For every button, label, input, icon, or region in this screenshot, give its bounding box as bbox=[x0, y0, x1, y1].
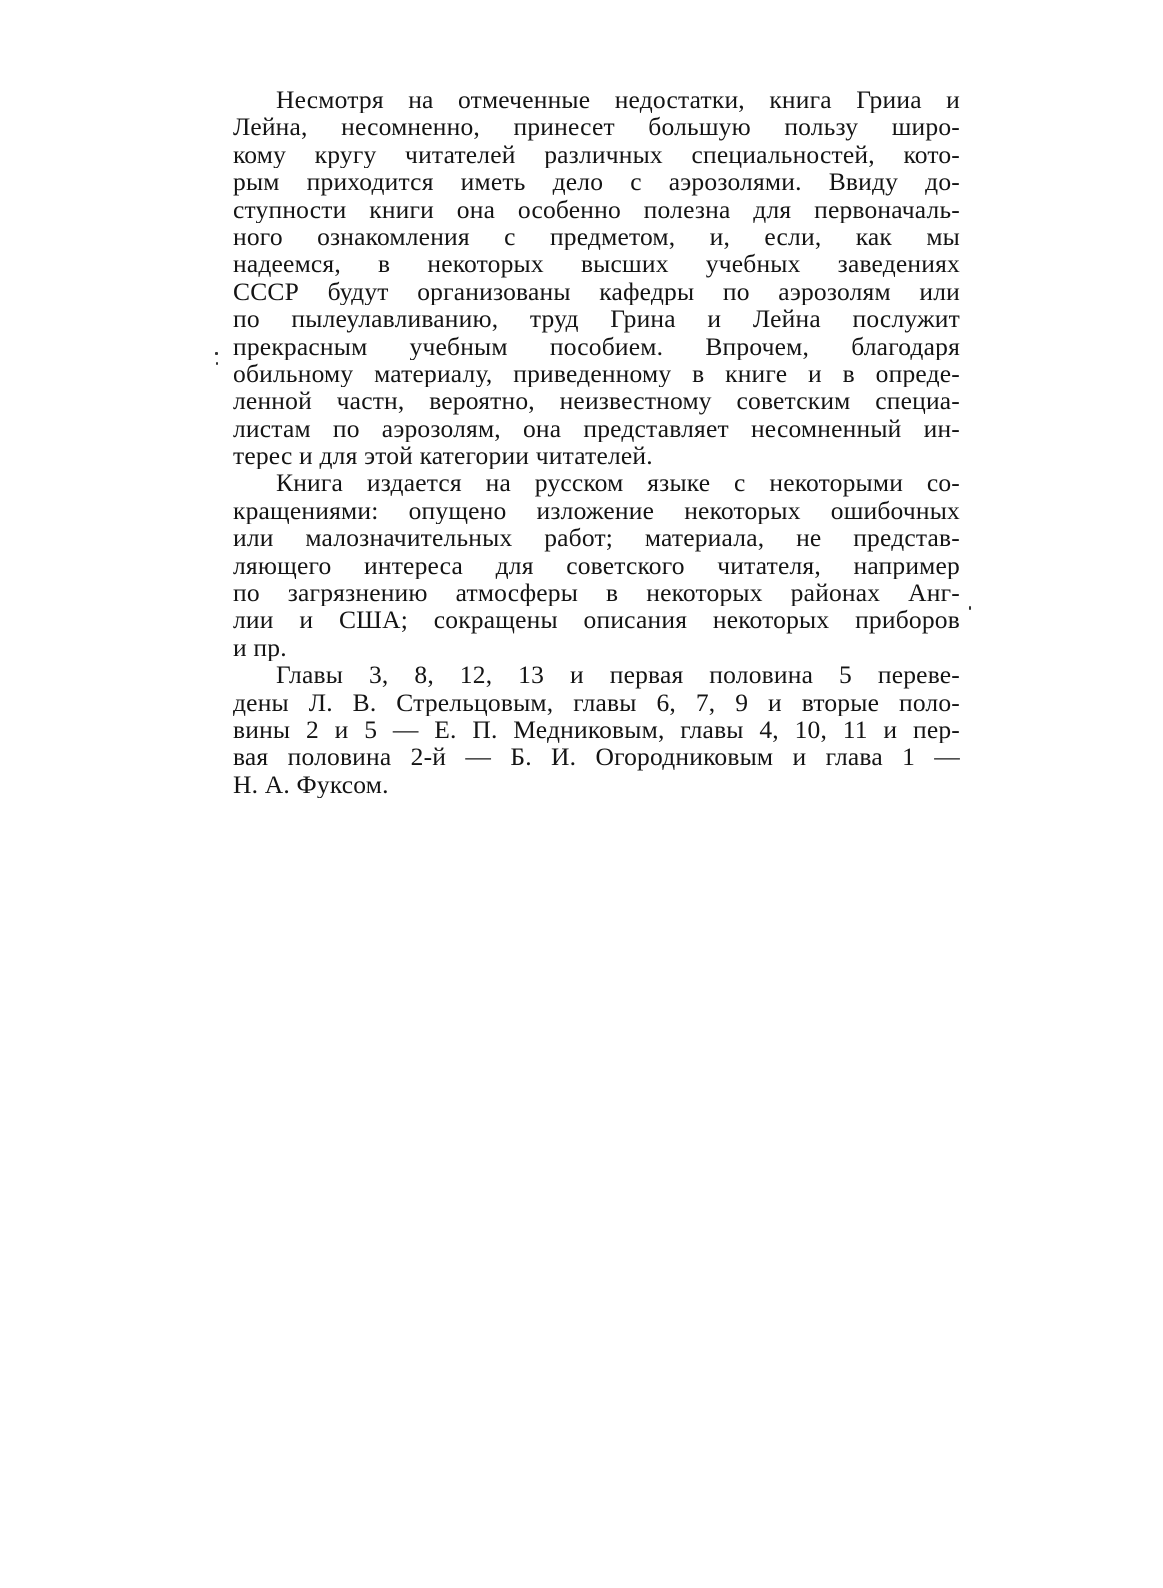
paragraph-3 bbox=[233, 661, 960, 798]
text-line: ступности книги она особенно полезна для первоначаль- bbox=[233, 195, 960, 223]
text-line: Лейна, несомненно, принесет большую пользу широ- bbox=[233, 113, 960, 141]
text-line: лии и США; сокращены описания некоторых приборов bbox=[233, 606, 960, 634]
text-line: или малозначительных работ; материала, не представ- bbox=[233, 524, 960, 552]
paragraph-2 bbox=[233, 469, 960, 661]
text-line: терес и для этой категории читателей. bbox=[233, 442, 653, 470]
text-line: вины 2 и 5 — Е. П. Медниковым, главы 4, 10, 11 и пер- bbox=[233, 715, 960, 744]
text-line: рым приходится иметь дело с аэрозолями. Ввиду до- bbox=[233, 168, 960, 196]
text-line: кращениями: опущено изложение некоторых ошибочных bbox=[233, 496, 960, 525]
scan-speck bbox=[216, 362, 218, 365]
body-text bbox=[233, 86, 960, 798]
text-line: обильному материалу, приведенному в книге и в опреде- bbox=[233, 359, 960, 388]
text-line: надеемся, в некоторых высших учебных заведениях bbox=[233, 250, 960, 278]
text-line: СССР будут организованы кафедры по аэрозолям или bbox=[233, 277, 960, 306]
text-line: Н. А. Фуксом. bbox=[233, 770, 389, 799]
text-line: по пылеулавливанию, труд Грина и Лейна послужит bbox=[233, 305, 960, 333]
text-line: по загрязнению атмосферы в некоторых районах Анг- bbox=[233, 579, 960, 607]
text-line: Несмотря на отмеченные недостатки, книга Грииа и bbox=[276, 86, 960, 114]
text-line: вая половина 2-й — Б. И. Огородниковым и глава 1 — bbox=[233, 743, 960, 771]
scan-speck bbox=[215, 352, 218, 355]
text-line: дены Л. В. Стрельцовым, главы 6, 7, 9 и вторые поло- bbox=[233, 688, 960, 716]
text-line: Главы 3, 8, 12, 13 и первая половина 5 переве- bbox=[276, 661, 960, 689]
text-line: листам по аэрозолям, она представляет несомненный ин- bbox=[233, 414, 960, 443]
text-line: ного ознакомления с предметом, и, если, как мы bbox=[233, 222, 960, 251]
text-line: ляющего интереса для советского читателя, например bbox=[233, 551, 960, 580]
text-line: кому кругу читателей различных специальностей, кото- bbox=[233, 140, 960, 169]
scan-speck bbox=[969, 606, 971, 610]
text-line: и пр. bbox=[233, 633, 287, 662]
text-line: ленной частн, вероятно, неизвестному советским специа- bbox=[233, 387, 960, 415]
text-line: прекрасным учебным пособием. Впрочем, благодаря bbox=[233, 332, 960, 360]
paragraph-1 bbox=[233, 86, 960, 469]
text-line: Книга издается на русском языке с некоторыми со- bbox=[276, 469, 960, 497]
